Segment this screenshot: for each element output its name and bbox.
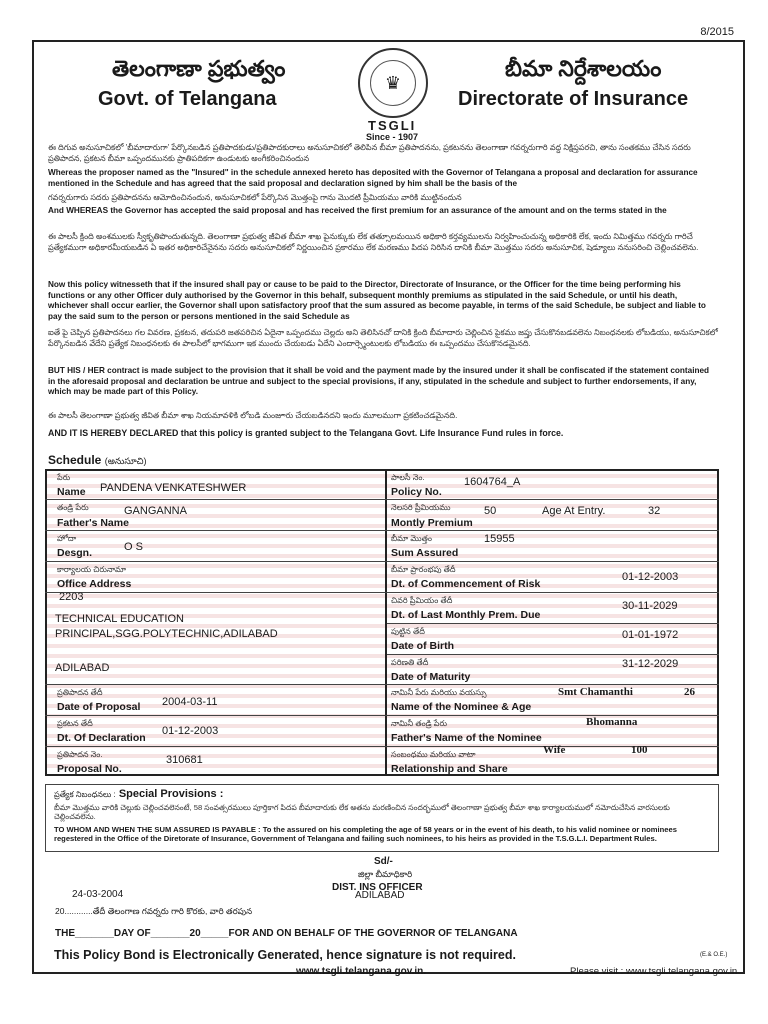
office-address-label-te: కార్యాలయ చిరునామా xyxy=(57,565,127,574)
header-right-telugu: బీమా నిర్దేశాలయం xyxy=(505,56,662,81)
schedule-title-en: Schedule xyxy=(48,453,102,467)
designation-value: O S xyxy=(124,541,143,553)
commencement-label-te: బీమా ప్రారంభపు తేదీ xyxy=(391,565,456,574)
header-left-english: Govt. of Telangana xyxy=(98,88,277,110)
para-6-english: BUT HIS / HER contract is made subject to the provision that it shall be void and the payment made by the insured under it shall be confiscated if the statement contained in the aforesaid proposal and declaration be untrue and subject to the special provisions, if any, stipulated in the schedule and subject to further endorsements, if any, which may be made part of this Policy. xyxy=(48,366,710,397)
declaration-date-label: Dt. Of Declaration xyxy=(57,732,146,744)
nominee-father-label: Father's Name of the Nominee xyxy=(391,732,542,744)
para-1-telugu: ఈ దిగువ అనుసూచికలో 'బీమాదారుగా' పేర్కొనబడిన ప్రతిపాదకుడు/ప్రతిపాదకురాలు అనుసూచికలో తెలిపిన బీమా ప్రతిపాదనను, ప్రకటనను తెలంగాణా గవర్నరుగారి వద్ద నిక్షిప్తపరచి, తాను సంతకము చేసిన సదరు ప్రతిపాదన, ప్రకటన బీమా ఒప్పందమునకు ప్రాతిపదికగా ఉండుటకు అంగీకరించినందున xyxy=(48,143,691,163)
nominee-label-te: నామినీ పేరు మరియు వయస్సు xyxy=(391,688,487,697)
schedule-title xyxy=(48,453,147,469)
para-1-english: Whereas the proposer named as the "Insured" in the schedule annexed hereto has deposited with the Governor of Telangana a proposal and declaration for assurance mentioned in the Schedule and has agreed that the said proposal and declaration signed by him shall be the basis of the xyxy=(48,168,698,188)
issue-date: 24-03-2004 xyxy=(72,889,124,900)
relationship-label: Relationship and Share xyxy=(391,763,508,775)
para-8-english: AND IT IS HEREBY DECLARED that this policy is granted subject to the Telangana Govt. Life Insurance Fund rules in force. xyxy=(48,428,564,438)
please-visit: Please visit : www.tsgli.telangana.gov.in xyxy=(570,966,738,977)
policy-no-label-te: పాలసీ నెం. xyxy=(391,473,425,482)
maturity-label-te: పరిణతి తేదీ xyxy=(391,658,429,667)
share-value: 100 xyxy=(631,744,648,756)
last-premium-label-te: చివరి ప్రీమియం తేదీ xyxy=(391,596,453,605)
policy-no-value: 1604764_A xyxy=(464,476,521,488)
special-provisions-en: TO WHOM AND WHEN THE SUM ASSURED IS PAYABLE : To the assured on his completing the age of 58 years or in the event of his death, to his valid nominee or nominees regestered in the Office of the Diretorate of Insurance, Government of Telangana and failing such nominees, to his heirs as provided in the T.S.G.L.I. Department Rules. xyxy=(54,825,677,844)
proposal-date-label-te: ప్రతిపాదన తేదీ xyxy=(57,688,103,697)
proposal-date-value: 2004-03-11 xyxy=(162,696,218,708)
row-divider xyxy=(45,499,719,500)
row-divider xyxy=(45,592,719,593)
para-3-telugu: ఈ పాలసీ క్రింది అంశములకు స్వీకృతిపొందుతున్నది. తెలంగాణా ప్రభుత్వ జీవిత బీమా శాఖ పైనుక్కుకు లేక తత్సూలమయిన అధికారి కర్తవ్యములను నిర్వహించుచున్న అధికారికి లేక, ఇందు నిమిత్తము గవర్నరు గారిచే ప్రత్యేకముగా అధికారమీయబడిన ఏ ఇతర అధికారిచేనైనను సదరు అనుసూచికలో నిర్ణయించిన ప్రకారము లేక మరణము పిదప నిరిసిన దానికి బీమా మొత్తము సదరు అనుసూచిక, షెడ్యూలు ననుసరించి చెల్లించవలెను. xyxy=(48,232,699,252)
proposal-no-value: 310681 xyxy=(166,754,203,766)
para-5-telugu: ఐతే పై చెప్పిన ప్రతిపాదనలు గల వివరణ, ప్రకటన, తదుపరి జతపరిచిన ఏదైనా ఒప్పందము చెల్లదు అని తెలిసినచో దానికి క్రింది బీమాదారు చెల్లించిన పైకము జప్తు చేసుకొనబడవలెను నిబంధనలకు లోబడియు, అనుసూచికలో పేర్కొనబడిన వేదేని ప్రత్యేక నిబంధనలకు ఈ పాలసీలో భాగముగా ఇక ముందు చేయబడు ఏదేని ఎందార్స్మెంటులకు లోబడియు ఈ ఒప్పందము చేసుకొనడమైనది. xyxy=(48,328,718,348)
father-name-label: Father's Name xyxy=(57,517,129,529)
designation-label: Desgn. xyxy=(57,547,93,559)
name-label: Name xyxy=(57,486,86,498)
nominee-label: Name of the Nominee & Age xyxy=(391,701,532,713)
special-provisions-title xyxy=(54,788,223,801)
commencement-label: Dt. of Commencement of Risk xyxy=(391,578,541,590)
row-divider xyxy=(45,530,719,531)
emblem-since: Since - 1907 xyxy=(366,132,419,142)
row-divider xyxy=(45,746,719,747)
nominee-age-value: 26 xyxy=(684,686,695,698)
row-divider xyxy=(45,684,719,685)
dob-value: 01-01-1972 xyxy=(622,629,679,641)
row-divider xyxy=(387,654,719,655)
eoe-code: (E.& O.E.) xyxy=(700,952,728,958)
nominee-name-value: Smt Chamanthi xyxy=(558,686,633,698)
declaration-date-label-te: ప్రకటన తేదీ xyxy=(57,719,93,728)
father-name-label-te: తండ్రి పేరు xyxy=(57,503,89,512)
office-address-label: Office Address xyxy=(57,578,132,590)
sum-assured-label-te: బీమా మొత్తం xyxy=(391,534,432,543)
office-address-line-2: TECHNICAL EDUCATION xyxy=(55,613,184,625)
signature-line-te: 20............తేదీ తెలంగాణ గవర్నరు గారి కొరకు, వారి తరపున xyxy=(55,906,253,916)
commencement-value: 01-12-2003 xyxy=(622,571,679,583)
designation-label-te: హోదా xyxy=(57,534,77,543)
declaration-date-value: 01-12-2003 xyxy=(162,725,219,737)
row-divider xyxy=(45,561,719,562)
officer-title-te: జిల్లా బీమాధికారి xyxy=(358,869,413,879)
special-provisions-title-te: ప్రత్యేక నిబంధనలు : xyxy=(54,790,116,799)
office-address-line-4: ADILABAD xyxy=(55,662,110,674)
emblem-label: TSGLI xyxy=(368,118,417,133)
monthly-premium-label: Montly Premium xyxy=(391,517,473,529)
relationship-value: Wife xyxy=(543,744,566,756)
sum-assured-label: Sum Assured xyxy=(391,547,459,559)
special-provisions-te: బీమా మొత్తము వారికి చెల్లుకు చెల్లించవలెనంటే, 58 సంవత్సరములు పూర్తికాగ పిదప బీమాదారుకు లేక అతను మరణించిన సందర్భములో తెలంగాణా ప్రభుత్వ బీమా శాఖ కార్యాలయములో నమోదుచేసిన వారసులకు చెల్లించవలెను. xyxy=(54,803,670,822)
maturity-label: Date of Maturity xyxy=(391,671,471,683)
sd-mark: Sd/- xyxy=(374,856,393,867)
monthly-premium-label-te: నెలసరి ప్రీమియము xyxy=(391,503,451,512)
para-7-telugu: ఈ పాలసీ తెలంగాణా ప్రభుత్వ జీవిత బీమా శాఖ నియమావళికి లోబడి మంజూరు చేయబడినదని ఇందు మూలముగా ప్రకటించడమైనది. xyxy=(48,411,458,420)
policy-no-label: Policy No. xyxy=(391,486,442,498)
father-name-value: GANGANNA xyxy=(124,505,187,517)
last-premium-label: Dt. of Last Monthly Prem. Due xyxy=(391,609,541,621)
header-left-telugu: తెలంగాణా ప్రభుత్వం xyxy=(112,56,286,81)
monthly-premium-value: 50 xyxy=(484,505,497,517)
office-address-line-1: 2203 xyxy=(59,591,84,603)
schedule-title-te: (అనుసూచి) xyxy=(104,456,147,466)
office-address-line-3: PRINCIPAL,SGG.POLYTECHNIC,ADILABAD xyxy=(55,628,278,640)
relationship-label-te: సంబంధము మరియు వాటా xyxy=(391,750,476,759)
officer-title: DIST. INS OFFICER xyxy=(332,882,423,893)
para-2-telugu: గవర్నరుగారు సదరు ప్రతిపాదనను ఆమోదించినందున, అనుసూచికలో పేర్కొనిన మొత్తంపై గాను మొదటి ప్రీమియము వారికి ముట్టినందున xyxy=(48,193,462,202)
form-code: 8/2015 xyxy=(700,26,734,38)
nominee-father-value: Bhomanna xyxy=(586,716,638,728)
maturity-value: 31-12-2029 xyxy=(622,658,679,670)
age-at-entry-label: Age At Entry. xyxy=(542,505,606,517)
proposal-no-label-te: ప్రతిపాదన నెం. xyxy=(57,750,103,759)
header-right-english: Directorate of Insurance xyxy=(458,88,689,110)
special-provisions-title-en: Special Provisions : xyxy=(118,788,224,800)
signature-line-en: THE_______DAY OF_______20_____FOR AND ON BEHALF OF THE GOVERNOR OF TELANGANA xyxy=(55,928,518,939)
dob-label-te: పుట్టిన తేదీ xyxy=(391,627,425,636)
nominee-father-label-te: నామినీ తండ్రి పేరు xyxy=(391,719,447,728)
officer-district: ADILABAD xyxy=(355,890,405,901)
age-at-entry-value: 32 xyxy=(648,505,661,517)
para-2-english: And WHEREAS the Governor has accepted the said proposal and has received the first premium for an assurance of the amount and on the terms stated in the xyxy=(48,206,667,215)
last-premium-value: 30-11-2029 xyxy=(622,600,678,612)
proposal-date-label: Date of Proposal xyxy=(57,701,141,713)
footer-url[interactable]: www.tsgli.telangana.gov.in. xyxy=(296,966,427,977)
proposal-no-label: Proposal No. xyxy=(57,763,122,775)
government-emblem-icon: ♛ xyxy=(358,48,428,118)
dob-label: Date of Birth xyxy=(391,640,454,652)
name-value: PANDENA VENKATESHWER xyxy=(100,482,247,494)
sum-assured-value: 15955 xyxy=(484,533,515,545)
para-4-english: Now this policy witnesseth that if the insured shall pay or cause to be paid to the Director, Directorate of Insurance, or the Officer for the time being performing his functions or any other Officer duly authorised by the Governor in this behalf, subsequent monthly premiums as stipulated in the said Schedule, or until his death, whichever shall occur earlier, the Governor shall upon satisfactory proof that the sum assured as become payable, in terms of the said Schedule, be subject and liable to pay the said sum to the person or persons mentioned in the said Schedule as xyxy=(48,280,706,321)
footer-note: This Policy Bond is Electronically Generated, hence signature is not required. xyxy=(54,948,516,962)
name-label-te: పేరు xyxy=(57,473,71,482)
row-divider xyxy=(387,623,719,624)
